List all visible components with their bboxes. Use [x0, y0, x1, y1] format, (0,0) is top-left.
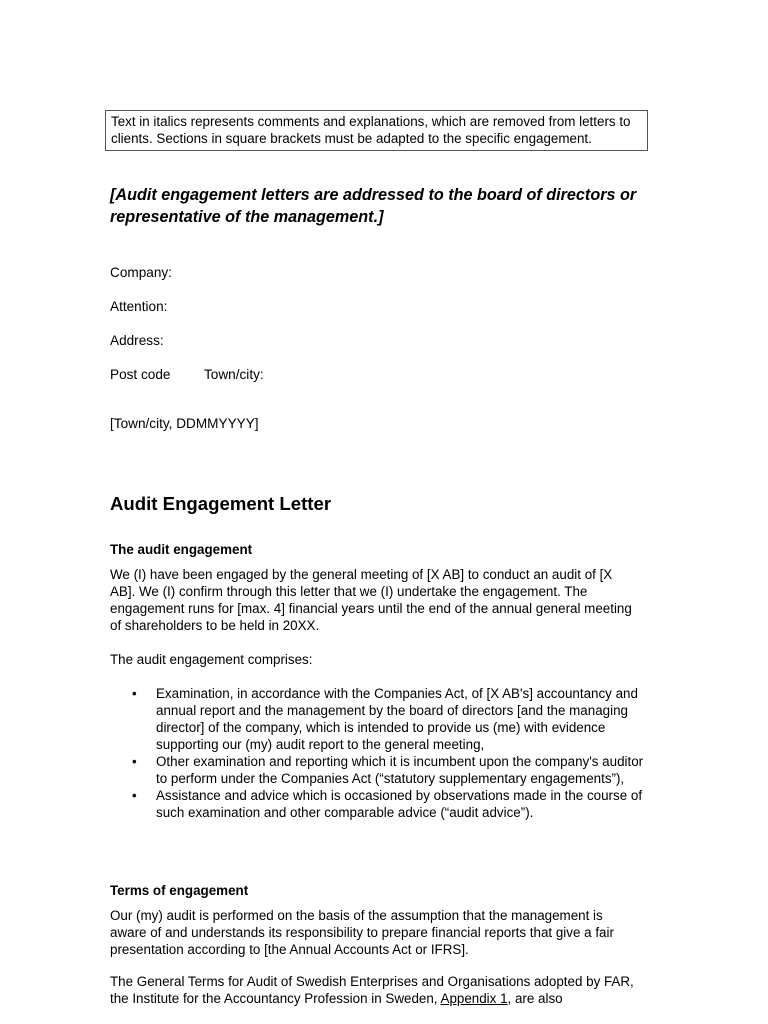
- instructions-note-box: [105, 110, 648, 151]
- engagement-bullet-list: [110, 685, 650, 821]
- instructions-note-text: Text in italics represents comments and explanations, which are removed from letters to clients. Sections in square brackets must be adapted to the specific engagement.: [111, 114, 631, 146]
- list-item: [110, 753, 650, 787]
- list-item: [110, 685, 650, 753]
- general-terms-text-end: , are also: [507, 991, 563, 1006]
- attention-label: Attention:: [110, 299, 168, 314]
- list-item-text: Other examination and reporting which it is incumbent upon the company's auditor to perform under the Companies Act (“statutory supplementary engagements”),: [156, 754, 644, 786]
- town-city-label: Town/city:: [204, 367, 264, 382]
- bullet-icon: •: [132, 754, 137, 769]
- section-heading-terms: Terms of engagement: [110, 883, 249, 898]
- addressee-instruction: [Audit engagement letters are addressed to the board of directors or representative of the management.]: [110, 186, 637, 226]
- document-title: Audit Engagement Letter: [110, 493, 332, 514]
- engagement-comprises-paragraph: The audit engagement comprises:: [110, 652, 313, 667]
- list-item-text: Assistance and advice which is occasioned by observations made in the course of such examination and other comparable advice (“audit advice”).: [156, 788, 643, 820]
- audit-engagement-paragraph: We (I) have been engaged by the general meeting of [X AB] to conduct an audit of [X AB]. We (I) confirm through this letter that we (I) undertake the engagement. The engagement runs for [max. 4] financial years until the end of the annual general meeting of shareholders to be held in 20XX.: [110, 567, 632, 633]
- place-date-line: [Town/city, DDMMYYYY]: [110, 416, 259, 431]
- company-label: Company:: [110, 265, 172, 280]
- bullet-icon: •: [132, 788, 137, 803]
- terms-paragraph: Our (my) audit is performed on the basis of the assumption that the management is aware of and understands its responsibility to prepare financial reports that give a fair presentation according to [the Annual Accounts Act or IFRS].: [110, 908, 614, 957]
- appendix-1-link[interactable]: Appendix 1: [440, 991, 508, 1006]
- address-label: Address:: [110, 333, 164, 348]
- general-terms-text: The General Terms for Audit of Swedish Enterprises and Organisations adopted by FAR, the Institute for the Accountancy Profession in Sweden,: [110, 974, 634, 1006]
- list-item: [110, 787, 650, 821]
- list-item-text: Examination, in accordance with the Companies Act, of [X AB's] accountancy and annual report and the management by the board of directors [and the managing director] of the company, which is intended to provide us (me) with evidence supporting our (my) audit report to the general meeting,: [156, 686, 638, 752]
- section-heading-audit-engagement: The audit engagement: [110, 542, 253, 557]
- bullet-icon: •: [132, 686, 137, 701]
- post-code-label: Post code: [110, 367, 171, 382]
- general-terms-paragraph: [110, 973, 640, 1007]
